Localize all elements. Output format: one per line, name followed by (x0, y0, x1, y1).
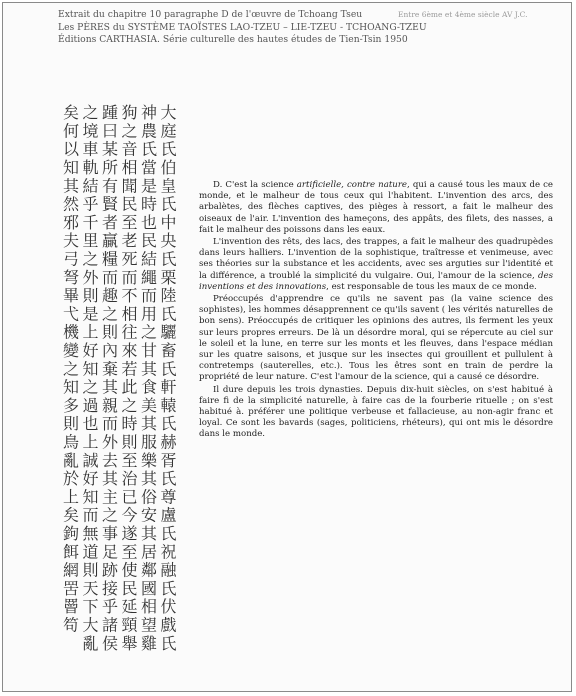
chinese-column-2: 神農氏當是時也民結繩而用之甘其食美其服樂其俗安其居鄰國相望雞 (138, 104, 158, 653)
french-translation (199, 180, 553, 441)
header-publisher-line: Éditions CARTHASIA. Série culturelle des hautes études de Tien-Tsin 1950 (58, 34, 408, 45)
paragraph-4: Il dure depuis les trois dynasties. Depuis dix-huit siècles, on s'est habitué à faire fi de la simplicité naturelle, à faire cas de la fourberie rituelle ; on s'est habitué à. préférer une politique verbeuse et fallacieuse, au non-agir franc et loyal. Ce sont les bavards (sages, politiciens, rhéteurs), qui ont mis le désordre dans le monde. (199, 384, 553, 440)
header-extract-line: Extrait du chapitre 10 paragraphe D de l'œuvre de Tchoang Tseu (58, 9, 363, 20)
paragraph-2-end: , est responsable de tous les maux de ce monde. (326, 281, 537, 292)
paragraph-1-start: D. C'est la science (213, 180, 297, 190)
paragraph-1 (199, 180, 553, 236)
chinese-column-4: 踵曰某所有賢者贏糧而趣之則內棄其親而外去其主之事足跡接乎諸侯 (99, 104, 119, 653)
paragraph-2-start: L'invention des rêts, des lacs, des trappes, a fait le malheur des quadrupèdes dans leurs halliers. L'invention de la sophistique, traîtresse et venimeuse, avec ses théories sur la substance et les accidents, avec ses arguties sur l'identité et la différence, a troublé la simplicité du vulgaire. Oui, l'amour de la science, (199, 237, 553, 281)
chinese-column-3: 狗之音相聞民至老死而不相往來若此之時則至治已今遂至使民延頸舉 (119, 104, 138, 653)
chinese-column-6: 矣何以知其然邪夫弓弩畢弋機變之知多則鳥亂於上矣鉤餌網罟罾笱 (60, 104, 80, 635)
paragraph-1-end: , qui a causé tous les maux de ce monde, et le malheur de tous ceux qui l'habitent. L'invention des arcs, des arbalètes, des flèches captives, des pièges à ressort, a fait le malheur des oiseaux de l'air. L'invention des hameçons, des appâts, des filets, des nasses, a fait le malheur des poissons dans les eaux. (199, 180, 554, 235)
chinese-column-5: 之境車軌結乎千里之外則是上好知之過也上誠好知而無道則天下大亂 (80, 104, 99, 653)
corner-date-note: Entre 6ème et 4ème siècle AV J.C. (398, 10, 528, 19)
paragraph-2-emphasis: des inventions et des innovations (199, 270, 553, 292)
chinese-original-text (51, 104, 177, 676)
chinese-column-1: 大庭氏伯皇氏中央氏栗陸氏驪畜氏軒轅氏赫胥氏尊盧氏祝融氏伏戲氏 (158, 104, 177, 653)
paragraph-2 (199, 237, 553, 293)
paragraph-1-emphasis: artificielle, contre nature (296, 180, 408, 190)
paragraph-3: Préoccupés d'apprendre ce qu'ils ne savent pas (la vaine science des sophistes), les hommes désapprennent ce qu'ils savent ( les vérités naturelles de bon sens). Préoccupés de critiquer les opinions des autres, ils ferment les yeux sur leurs propres erreurs. De là un désordre moral, qui se répercute au ciel sur le soleil et la lune, en terre sur les monts et les fleuves, dans l'espace médian sur les quatre saisons, et jusque sur les insectes qui grouillent et pullulent à contretemps (sauterelles, etc.). Tous les êtres sont en train de perdre la propriété de leur nature. C'est l'amour de la science, qui a causé ce désordre. (199, 294, 553, 383)
header-book-title: Les PÈRES du SYSTÈME TAOÏSTES LAO-TZEU – LIE-TZEU - TCHOANG-TZEU (58, 21, 427, 33)
